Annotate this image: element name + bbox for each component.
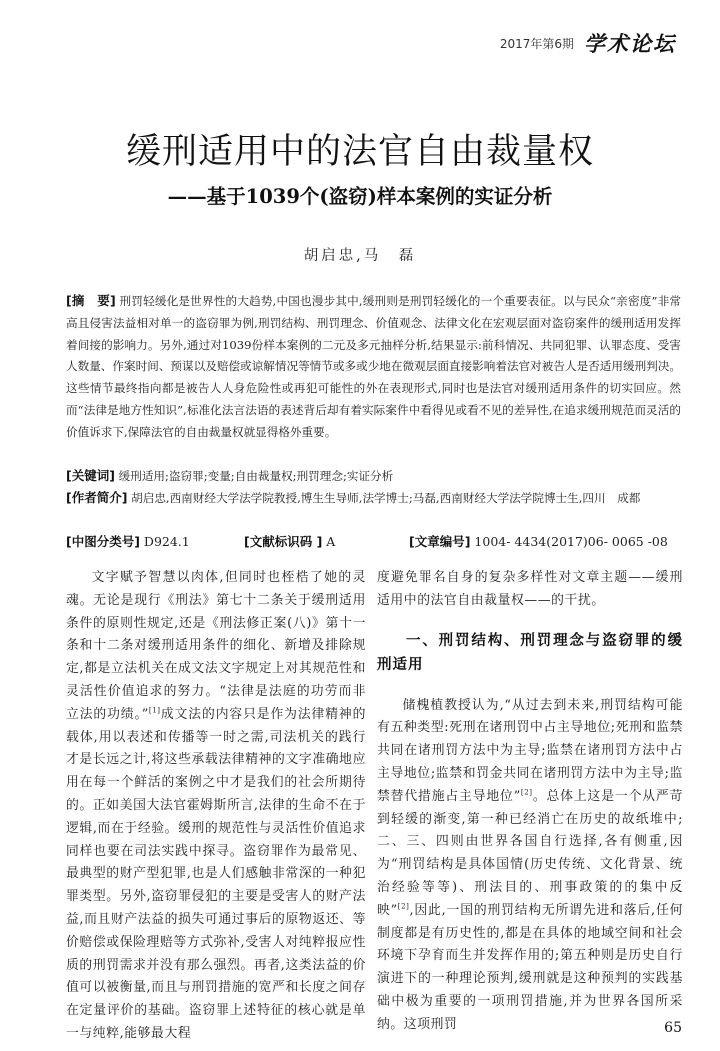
- author-bio-text: 胡启忠,西南财经大学法学院教授,博生生导师,法学博士;马磊,西南财经大学法学院博士生,四川 成都: [131, 491, 641, 505]
- page-number: 65: [664, 1020, 682, 1036]
- clc-value: D924.1: [143, 534, 190, 549]
- section-heading: 一、刑罚结构、刑罚理念与盗窃罪的缓刑适用: [377, 632, 683, 673]
- abstract: [66, 290, 681, 444]
- keywords: [66, 465, 681, 488]
- clc-number: [66, 532, 190, 550]
- keywords-label: [关键词]: [66, 468, 115, 483]
- article-title: 缓刑适用中的法官自由裁量权: [125, 132, 594, 172]
- citation-ref: [2]: [397, 902, 410, 911]
- article-subtitle: ——基于1039个(盗窃)样本案例的实证分析: [167, 185, 553, 208]
- keywords-text: 缓刑适用;盗窃罪;变量;自由裁量权;刑罚理念;实证分析: [118, 469, 394, 483]
- citation-ref: [2]: [520, 788, 533, 797]
- paragraph-text: ,因此,一国的刑罚结构无所谓先进和落后,任何制度都是有历史性的,都是在具体的地域空间和社会环境下孕育而生并发挥作用的;第五种则是历史自行演进下的一种理论预判,缓刑就是这种预判的实践基础中极为重要的一项刑罚措施,并为世界各国所采纳。这项刑罚: [377, 902, 683, 1032]
- author-bio: [66, 487, 681, 510]
- running-header: [500, 28, 676, 58]
- article-no-label: [文章编号]: [409, 534, 471, 549]
- article-authors: 胡启忠,马 磊: [303, 248, 417, 264]
- doc-code-value: A: [326, 534, 336, 549]
- issue-label: 2017年第6期: [499, 36, 574, 51]
- journal-logo: 学术论坛: [584, 31, 676, 56]
- author-bio-label: [作者简介]: [66, 490, 128, 505]
- paragraph-text: 。总体上这是一个从严苛到轻缓的渐变,第一种已经消亡在历史的故纸堆中;二、三、四则由世界各国自行选择,各有侧重,因为“刑罚结构是具体国情(历史传统、文化背景、统治经验等等)、刑法目的、刑事政策的的集中反映”: [377, 788, 683, 918]
- paragraph-text: 储槐植教授认为,“从过去到未来,刑罚结构可能有五种类型:死刑在诸刑罚中占主导地位;死刑和监禁共同在诸刑罚方法中为主导;监禁在诸刑罚方法中占主导地位;监禁和罚金共同在诸刑罚方法中为主导;监禁替代措施占主导地位”: [377, 697, 683, 804]
- body-paragraph: [377, 695, 683, 1037]
- abstract-text: 刑罚轻缓化是世界性的大趋势,中国也漫步其中,缓刑则是刑罚轻缓化的一个重要表征。以与民众“亲密度”非常高且侵害法益相对单一的盗窃罪为例,刑罚结构、刑罚理念、价值观念、法律文化在宏观层面对盗窃案件的缓刑适用发挥着间接的影响力。另外,通过对1039份样本案例的二元及多元抽样分析,结果显示:前科情况、共同犯罪、认罪态度、受害人数量、作案时间、预谋以及赔偿或谅解情况等情节或多或少地在微观层面直接影响着法官对被告人是否适用缓刑判决。这些情节最终指向都是被告人人身危险性或再犯可能性的外在表现形式,同时也是法官对缓刑适用条件的切实回应。然而“法律是地方性知识”,标准化法言法语的表述背后却有着实际案件中看得见或看不见的差异性,在追求缓刑规范而灵活的价值诉求下,保障法官的自由裁量权就显得格外重要。: [66, 294, 681, 439]
- paragraph-text: 文字赋予智慧以肉体,但同时也桎梏了她的灵魂。无论是现行《刑法》第七十二条关于缓刑适用条件的原则性规定,还是《刑法修正案(八)》第十一条和十二条对缓刑适用条件的细化、新增及排除规定,都是立法机关在成文法文字规定上对其规范性和灵活性价值追求的努力。“法律是法庭的功劳而非立法的功绩。”: [66, 570, 366, 722]
- paragraph-text: 度避免罪名自身的复杂多样性对文章主题——缓刑适用中的法官自由裁量权——的干扰。: [377, 570, 683, 608]
- citation-ref: [1]: [148, 706, 161, 715]
- document-code: [244, 532, 335, 550]
- article-no-value: 1004- 4434(2017)06- 0065 -08: [474, 534, 668, 549]
- article-number: [409, 532, 668, 550]
- doc-code-label: [文献标识码 ]: [244, 534, 323, 549]
- clc-label: [中图分类号]: [66, 534, 140, 549]
- body-paragraph: [66, 567, 366, 1046]
- abstract-label: [摘 要]: [66, 293, 116, 308]
- body-column-left: [66, 567, 366, 1046]
- body-column-right: [377, 567, 683, 1037]
- body-paragraph: [377, 567, 683, 613]
- paragraph-text: 成文法的内容只是作为法律精神的载体,用以表述和传播等一时之需,司法机关的践行才是长远之计,将这些承载法律精神的文字准确地应用在每一个鲜活的案例之中才是我们的社会所期待的。正如美国大法官霍姆斯所言,法律的生命不在于逻辑,而在于经验。缓刑的规范性与灵活性价值追求同样也要在司法实践中探寻。盗窃罪作为最常见、最典型的财产型犯罪,也是人们感触非常深的一种犯罪类型。另外,盗窃罪侵犯的主要是受害人的财产法益,而且财产法益的损失可通过事后的原物返还、等价赔偿或保险理赔等方式弥补,受害人对纯粹报应性质的刑罚需求并没有那么强烈。再者,这类法益的价值可以被衡量,而且与刑罚措施的宽严和长度之间存在定量评价的基础。盗窃罪上述特征的核心就是单一与纯粹,能够最大程: [66, 706, 367, 1041]
